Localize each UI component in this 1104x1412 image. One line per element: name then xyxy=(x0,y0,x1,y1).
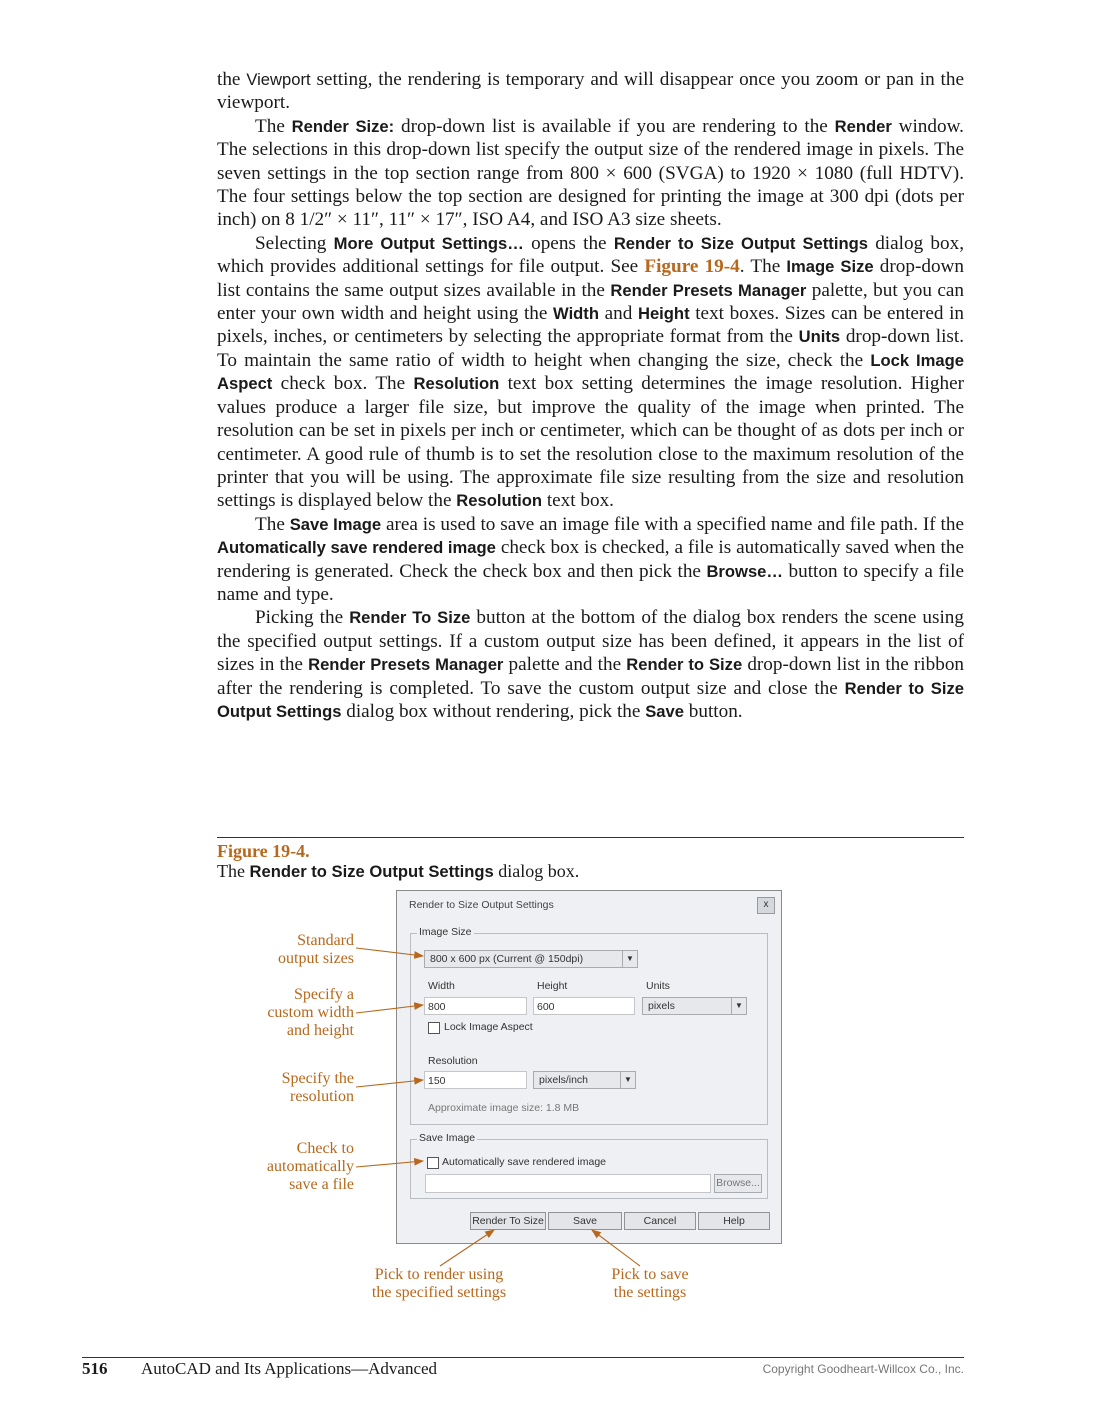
text-run: text box setting determines the image resolution. Higher values produce a larger file size, but improve the quality of the image when printed. The resolution can be set in pixels per inch or centimeter, which can be thought of as dots per inch or centimeter. A good rule of thumb is to set the resolution close to the maximum resolution of the printer that you will be using. The approximate file size resulting from the size and resolution settings is displayed below the xyxy=(217,373,964,512)
callout-line: the settings xyxy=(613,1284,687,1301)
ui-term: Render Size: xyxy=(291,116,395,136)
ui-term: Viewport xyxy=(246,70,311,89)
text-run: window. The selections in this drop-down list specify the output size of the rendered image in pixels. The seven settings in the top section range from 800 × 600 (SVGA) to 1920 × 1080 (full HDTV). The four settings below the top section are designed for printing the image at 300 dpi (dots per inch) on 8 1/2″ × 11″, 11″ × 17″, ISO A4, and ISO A3 size sheets. xyxy=(217,115,964,231)
text-run: Selecting xyxy=(255,232,334,254)
leader-autosave xyxy=(356,1161,423,1167)
cancel-button[interactable]: Cancel xyxy=(624,1212,696,1230)
help-button[interactable]: Help xyxy=(698,1212,770,1230)
caption-ui: Render to Size Output Settings xyxy=(249,862,494,881)
ui-term: Automatically save rendered image xyxy=(217,538,496,558)
caption-post: dialog box. xyxy=(493,861,580,881)
callout-line: the specified settings xyxy=(371,1284,507,1301)
text-run: drop-down list contains the same output sizes available in the xyxy=(217,256,964,301)
text-run: area is used to save an image file with a specified name and file path. If the xyxy=(381,513,964,535)
chevron-down-icon: ▼ xyxy=(622,951,637,967)
figure-reference: Figure 19-4 xyxy=(644,256,740,278)
ui-term: Image Size xyxy=(786,257,874,277)
text-run: dialog box, which provides additional settings for file output. See xyxy=(217,232,964,278)
callout-line: Specify a xyxy=(294,986,354,1003)
ui-term: Save Image xyxy=(289,514,382,534)
ui-term: Save xyxy=(645,701,684,721)
callout-line: resolution xyxy=(290,1088,354,1105)
ui-term: Resolution xyxy=(413,374,500,394)
callout-line: automatically xyxy=(266,1158,354,1175)
caption-pre: The xyxy=(217,861,250,881)
save-image-group-label: Save Image xyxy=(419,1132,476,1144)
text-run: drop-down list is available if you are rendering to the xyxy=(394,115,835,137)
height-field[interactable]: 600 xyxy=(533,997,635,1015)
text-run: drop-down list in the ribbon after the rendering is completed. To save the custom output size and close the xyxy=(217,654,965,699)
lock-aspect-label: Lock Image Aspect xyxy=(444,1021,533,1033)
text-run: and xyxy=(598,303,638,325)
callout-line: Pick to render using xyxy=(374,1266,504,1283)
chevron-down-icon: ▼ xyxy=(620,1072,635,1088)
close-icon[interactable]: x xyxy=(757,897,775,914)
text-run: button at the bottom of the dialog box renders the scene using the specified output settings. If a custom output size has been defined, it appears in the list of sizes in the xyxy=(217,607,964,676)
text-run: text boxes. Sizes can be entered in pixels, inches, or centimeters by selecting the appropriate format from the xyxy=(217,303,964,348)
callout-line: Check to xyxy=(296,1140,354,1157)
image-size-value: 800 x 600 px (Current @ 150dpi) xyxy=(430,953,584,965)
text-run: opens the xyxy=(523,232,614,254)
leader-save xyxy=(592,1230,640,1266)
browse-button[interactable]: Browse... xyxy=(714,1174,762,1193)
resolution-units-value: pixels/inch xyxy=(539,1074,589,1086)
callout-line: output sizes xyxy=(278,950,354,967)
ui-term: Width xyxy=(553,304,599,324)
text-run: button. xyxy=(683,700,743,722)
auto-save-label: Automatically save rendered image xyxy=(442,1156,607,1168)
chevron-down-icon: ▼ xyxy=(731,998,746,1014)
text-run: check box. The xyxy=(272,373,414,395)
ui-term: Units xyxy=(798,327,841,347)
text-run: setting, the rendering is temporary and will disappear once you zoom or pan in the viewport. xyxy=(217,69,964,114)
ui-term: Render to Size Output Settings xyxy=(217,678,964,721)
footer-rule xyxy=(82,1357,964,1358)
text-run: drop-down list. To maintain the same ratio of width to height when changing the size, check the xyxy=(217,326,964,371)
figure-number: Figure 19-4. xyxy=(217,841,310,861)
ui-term: Resolution xyxy=(456,491,543,511)
ui-term: More Output Settings… xyxy=(333,233,524,253)
ui-term: Render xyxy=(834,116,892,136)
callout-line: Specify the xyxy=(281,1070,354,1087)
book-title: AutoCAD and Its Applications—Advanced xyxy=(141,1359,438,1378)
height-label: Height xyxy=(537,980,568,992)
ui-term: Render Presets Manager xyxy=(610,280,807,300)
dialog-title: Render to Size Output Settings xyxy=(409,899,554,911)
text-run: button to specify a file name and type. xyxy=(217,560,964,605)
render-to-size-button[interactable]: Render To Size xyxy=(470,1212,546,1230)
resolution-label: Resolution xyxy=(428,1055,478,1067)
ui-term: Height xyxy=(637,304,690,324)
text-run: The xyxy=(255,513,290,535)
leader-custom xyxy=(356,1005,423,1013)
width-field[interactable]: 800 xyxy=(424,997,527,1015)
text-run: dialog box without rendering, pick the xyxy=(341,700,646,722)
text-run: text box. xyxy=(542,490,614,512)
text-run: The xyxy=(255,115,292,137)
text-run: . The xyxy=(739,256,787,278)
ui-term: Browse… xyxy=(706,561,783,581)
units-value: pixels xyxy=(648,1000,675,1012)
leader-render xyxy=(440,1230,494,1266)
callout-line: Standard xyxy=(297,932,354,949)
leader-standard xyxy=(356,948,423,956)
text-run: palette and the xyxy=(503,654,627,676)
approx-size-text: Approximate image size: 1.8 MB xyxy=(428,1102,580,1114)
resolution-field[interactable]: 150 xyxy=(424,1071,527,1089)
leader-resolution xyxy=(356,1080,423,1087)
ui-term: Lock Image Aspect xyxy=(217,350,964,394)
callout-line: custom width xyxy=(267,1004,354,1021)
text-run: check box is checked, a file is automatically saved when the rendering is generated. Check the check box and then pick the xyxy=(217,537,964,582)
units-label: Units xyxy=(646,980,670,992)
text-run: Picking the xyxy=(255,607,350,629)
copyright: Copyright Goodheart-Willcox Co., Inc. xyxy=(762,1362,964,1376)
ui-term: Render To Size xyxy=(349,608,471,628)
ui-term: Render Presets Manager xyxy=(308,655,504,675)
ui-term: Render to Size xyxy=(626,655,743,675)
callout-line: Pick to save xyxy=(611,1266,689,1283)
callout-line: save a file xyxy=(289,1176,354,1193)
text-run: palette, but you can enter your own width and height using the xyxy=(217,279,964,325)
width-label: Width xyxy=(428,980,455,992)
ui-term: Render to Size Output Settings xyxy=(613,233,868,253)
page-number: 516 xyxy=(82,1359,108,1378)
text-run: the xyxy=(217,69,247,90)
callout-line: and height xyxy=(286,1022,354,1039)
image-size-group-label: Image Size xyxy=(419,926,472,938)
save-button[interactable]: Save xyxy=(548,1212,622,1230)
